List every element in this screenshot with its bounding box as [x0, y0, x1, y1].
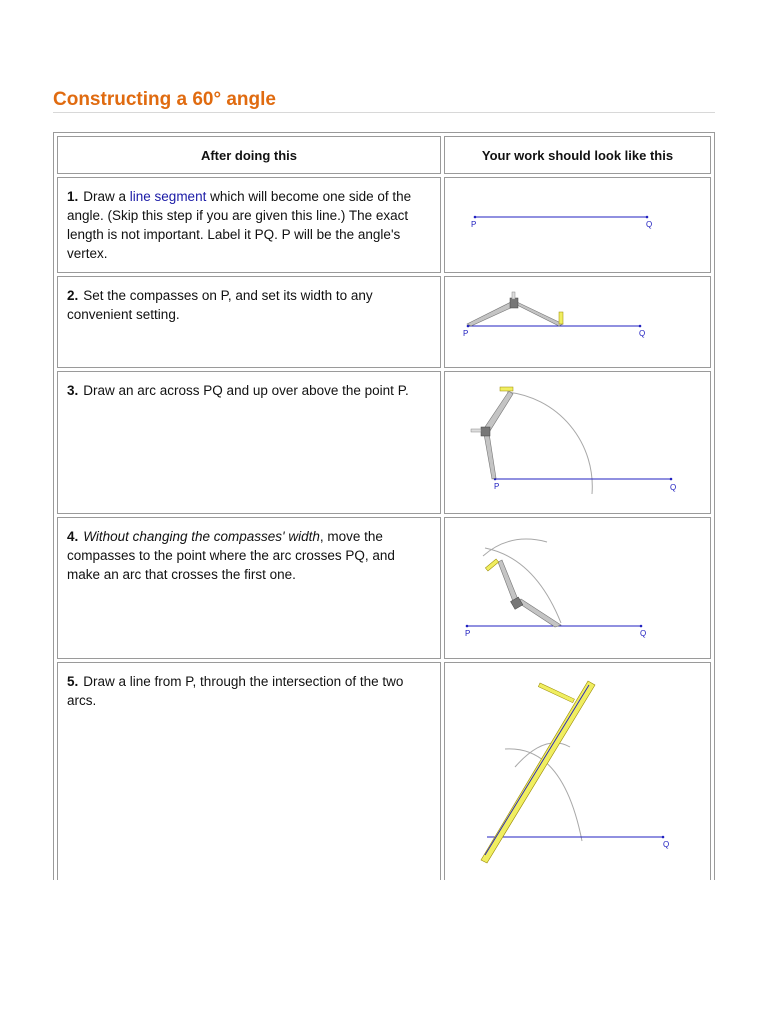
figure-draw-line [445, 663, 711, 881]
table-row [57, 371, 711, 514]
header-after-doing-this: After doing this [57, 136, 441, 174]
label-p: P [465, 629, 471, 638]
figure-second-arc [445, 518, 711, 658]
step-1-cell [57, 177, 441, 273]
label-q: Q [670, 483, 677, 492]
step-number: 5. [67, 674, 79, 689]
step-4-text: 4. Without changing the compasses' width, move the compasses to the point where the arc crosses PQ, and make an arc that crosses the first one. [67, 529, 395, 582]
page-blank-area [0, 880, 768, 1024]
table-header-row [57, 136, 711, 174]
step-2-figure [444, 276, 711, 368]
step-1-text: 1. Draw a line segment which will become one side of the angle. (Skip this step if you are given this line.) The exact length is not important. Label it PQ. P will be the angle's vertex. [67, 189, 412, 261]
table-row [57, 662, 711, 882]
label-q: Q [646, 220, 653, 229]
step-2-text: 2. Set the compasses on P, and set its width to any convenient setting. [67, 288, 373, 322]
table-row [57, 517, 711, 659]
table-row [57, 177, 711, 273]
line-segment-link[interactable]: line segment [129, 189, 207, 204]
step-5-figure [444, 662, 711, 882]
label-q: Q [639, 329, 646, 338]
figure-first-arc [445, 372, 711, 513]
table-row [57, 276, 711, 368]
step-1-figure [444, 177, 711, 273]
step-number: 4. [67, 529, 79, 544]
step-number: 2. [67, 288, 79, 303]
step-number: 1. [67, 189, 79, 204]
step-number: 3. [67, 383, 79, 398]
title-divider [53, 112, 715, 113]
figure-line-pq [445, 178, 711, 272]
step-5-cell [57, 662, 441, 882]
step-4-cell [57, 517, 441, 659]
steps-table [53, 132, 715, 885]
step-5-text: 5. Draw a line from P, through the intersection of the two arcs. [67, 674, 404, 708]
compass-icon [485, 559, 561, 627]
figure-compass-set [445, 277, 711, 367]
compass-icon [467, 292, 563, 326]
label-q: Q [640, 629, 647, 638]
step-2-cell [57, 276, 441, 368]
step-3-figure [444, 371, 711, 514]
step-3-cell [57, 371, 441, 514]
label-p: P [471, 220, 477, 229]
label-q: Q [663, 840, 670, 849]
page-title: Constructing a 60° angle [53, 89, 276, 110]
step-4-figure [444, 517, 711, 659]
label-p: P [494, 482, 500, 491]
header-your-work: Your work should look like this [444, 136, 711, 174]
compass-icon [471, 387, 513, 479]
ruler-icon [481, 681, 595, 863]
step-3-text: 3. Draw an arc across PQ and up over above the point P. [67, 383, 409, 398]
label-p: P [463, 329, 469, 338]
